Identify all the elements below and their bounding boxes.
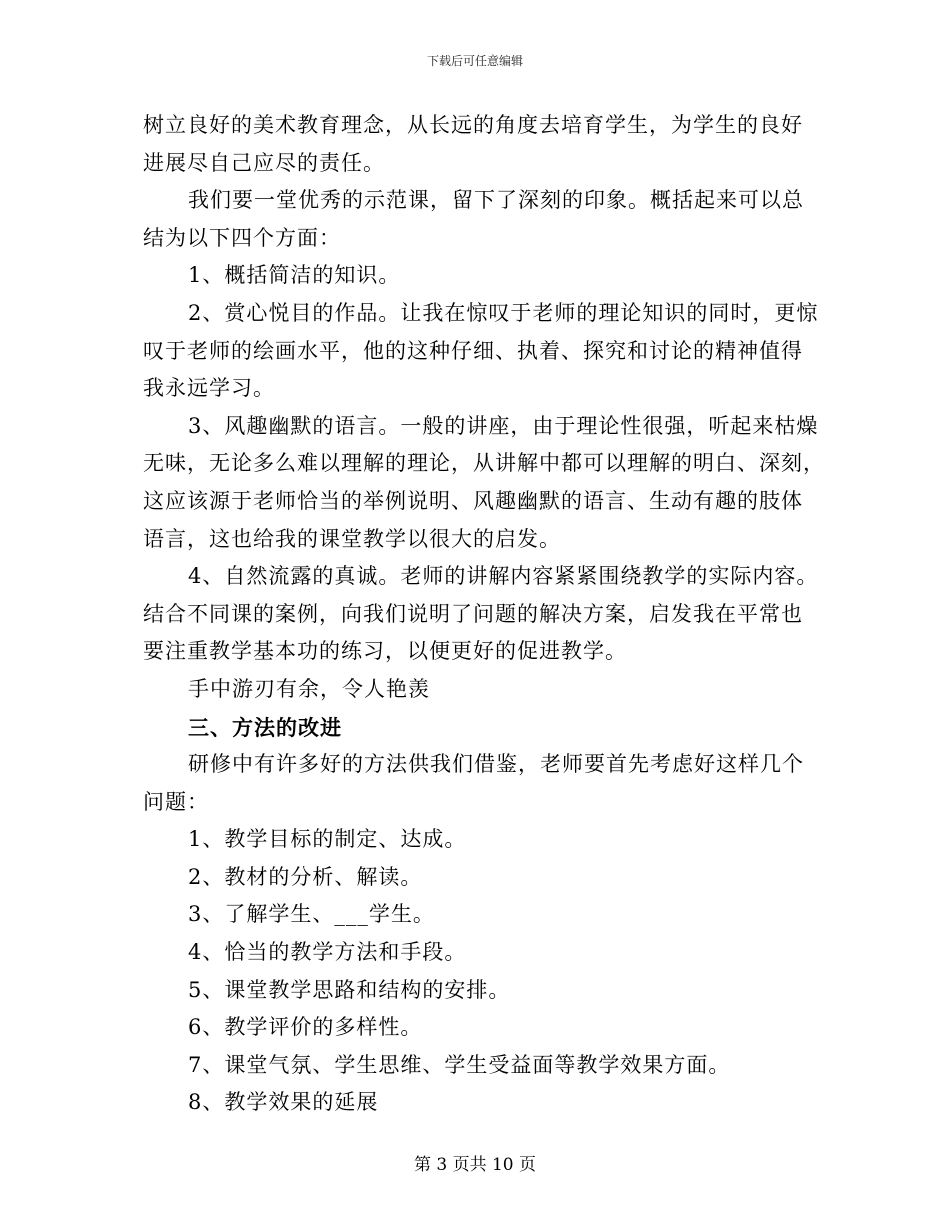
list-item: 2、赏心悦目的作品。让我在惊叹于老师的理论知识的同时，更惊 (188, 300, 819, 325)
paragraph-line: 这应该源于老师恰当的举例说明、风趣幽默的语言、生动有趣的肢体 (143, 488, 803, 513)
paragraph-line: 问题： (143, 789, 209, 814)
paragraph-line: 我永远学习。 (143, 376, 275, 401)
paragraph-line: 研修中有许多好的方法供我们借鉴，老师要首先考虑好这样几个 (188, 752, 804, 777)
page-header: 下载后可任意编辑 (426, 54, 523, 68)
list-item: 6、教学评价的多样性。 (188, 1015, 423, 1040)
list-item: 1、教学目标的制定、达成。 (188, 827, 467, 852)
paragraph-line: 无味，无论多么难以理解的理论，从讲解中都可以理解的明白、深刻， (143, 451, 825, 476)
paragraph-line: 手中游刃有余，令人艳羡 (188, 676, 430, 701)
paragraph-line: 要注重教学基本功的练习，以便更好的促进教学。 (143, 639, 627, 664)
paragraph-line: 叹于老师的绘画水平，他的这种仔细、执着、探究和讨论的精神值得 (143, 338, 803, 363)
list-item: 3、了解学生、___学生。 (188, 902, 435, 927)
list-item: 4、自然流露的真诚。老师的讲解内容紧紧围绕教学的实际内容。 (188, 564, 819, 589)
list-item: 4、恰当的教学方法和手段。 (188, 940, 467, 965)
paragraph-line: 树立良好的美术教育理念，从长远的角度去培育学生，为学生的良好 (143, 113, 803, 137)
paragraph-line: 结为以下四个方面： (143, 225, 341, 250)
paragraph-line: 结合不同课的案例，向我们说明了问题的解决方案，启发我在平常也 (143, 601, 803, 626)
list-item: 8、教学效果的延展 (188, 1090, 379, 1115)
paragraph-line: 进展尽自己应尽的责任。 (143, 150, 385, 175)
paragraph-line: 语言，这也给我的课堂教学以很大的启发。 (143, 526, 561, 551)
list-item: 3、风趣幽默的语言。一般的讲座，由于理论性很强，听起来枯燥 (188, 413, 819, 438)
list-item: 7、课堂气氛、学生思维、学生受益面等教学效果方面。 (188, 1052, 731, 1077)
page-number: 第 3 页共 10 页 (413, 1155, 537, 1175)
list-item: 5、课堂教学思路和结构的安排。 (188, 977, 511, 1002)
list-item: 2、教材的分析、解读。 (188, 864, 423, 889)
body-text (143, 107, 825, 1122)
paragraph-line: 我们要一堂优秀的示范课，留下了深刻的印象。概括起来可以总 (188, 188, 804, 213)
list-item: 1、概括简洁的知识。 (188, 263, 401, 288)
section-heading: 三、方法的改进 (188, 714, 342, 740)
